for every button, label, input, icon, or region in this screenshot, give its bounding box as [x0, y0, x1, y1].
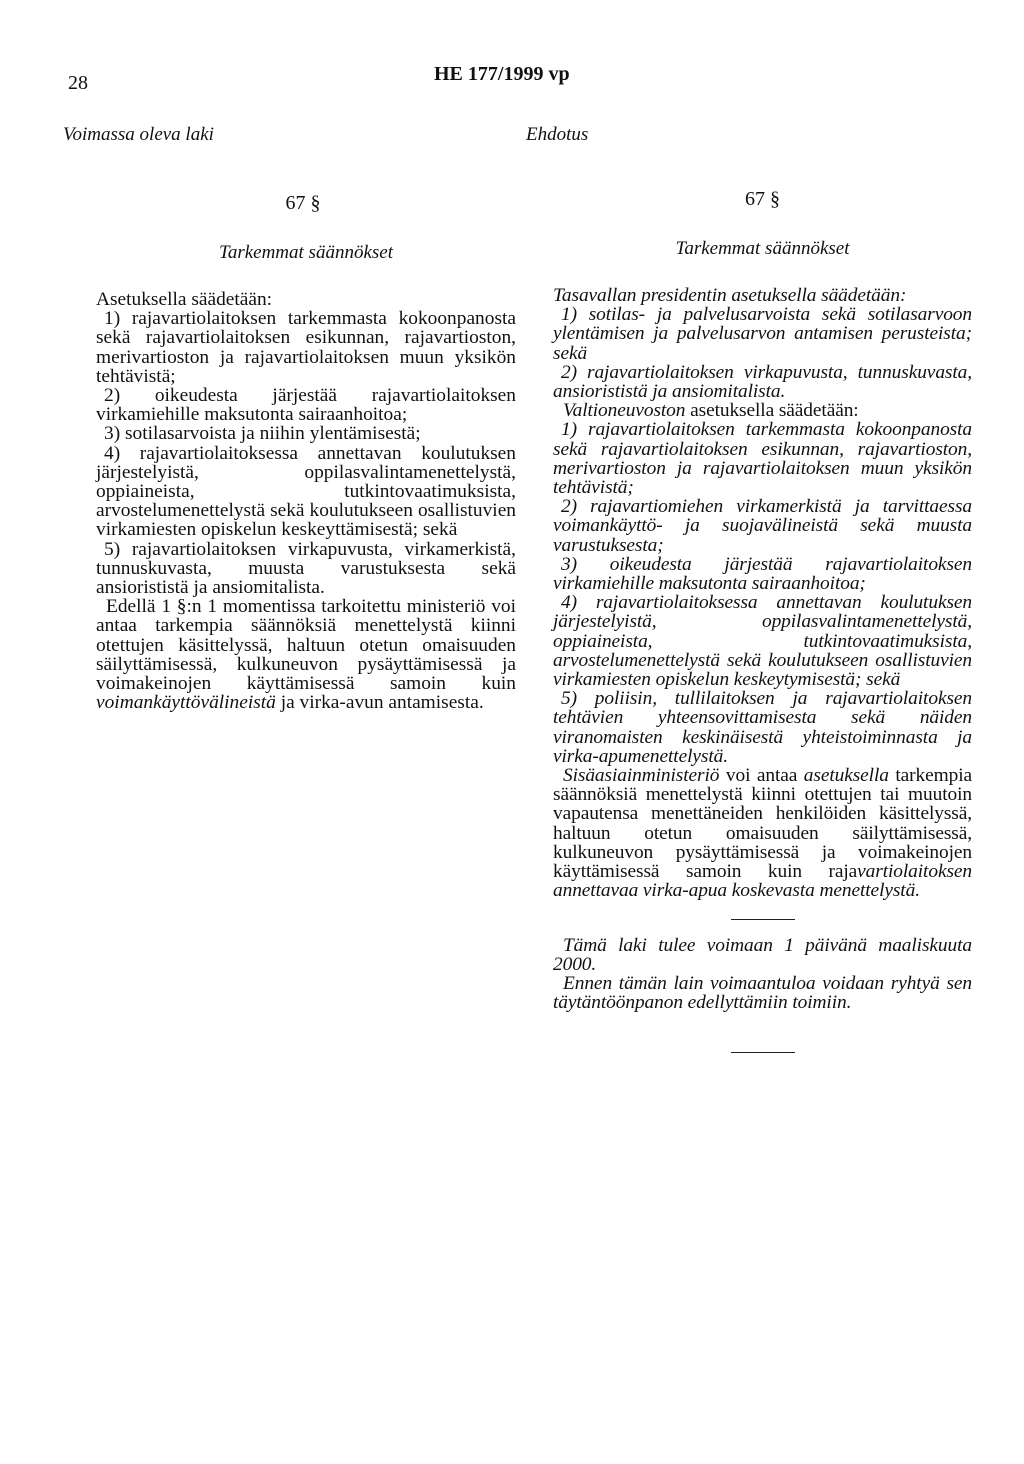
final-provision: Tämä laki tulee voimaan 1 päivänä maaliskuuta 2000. — [553, 934, 972, 975]
left-column-heading: Voimassa oleva laki — [63, 124, 214, 145]
paragraph-text: tarkempia säännöksiä menettelystä kiinni otettujen tai muutoin vapautensa menettäneiden henkilöiden käsittelyssä, haltuun otetun omaisuuden säilyttämisessä, kulkuneuvon pysäyttämisessä ja voimakeinojen käyttämisessä samoin kuin raja — [553, 765, 972, 883]
section-number: 67 § — [745, 188, 780, 210]
list-item: 1) rajavartiolaitoksen tarkemmasta kokoonpanosta sekä rajavartiolaitoksen esikunnan, rajavartioston, merivartioston ja rajavartiolaitoksen muun yksikön tehtävistä; — [553, 419, 972, 499]
list-item: 1) sotilas- ja palvelusarvoista sekä sotilasarvoon ylentämisen ja palvelusarvon antamisen perusteista; sekä — [553, 304, 972, 364]
page-number: 28 — [68, 72, 88, 94]
section-number: 67 § — [285, 192, 321, 214]
right-column-heading: Ehdotus — [526, 124, 589, 145]
intro-text: Asetuksella säädetään: — [96, 289, 273, 310]
paragraph — [553, 766, 972, 900]
list-item: 2) rajavartiomiehen virkamerkistä ja tarvittaessa voimankäyttö- ja suojavälineistä sekä muusta varustuksesta; — [553, 496, 972, 556]
list-item: 4) rajavartiolaitoksessa annettavan koulutuksen järjestelyistä, oppilasvalintamenettelystä, oppiaineista, tutkintovaatimuksista, arvostelumenettelystä sekä koulutukseen osallistuvien virkamiesten opiskelun keskeytymisestä; sekä — [553, 592, 972, 691]
document-id: HE 177/1999 vp — [434, 63, 570, 85]
intro-text-rest: asetuksella säädetään: — [685, 400, 859, 422]
paragraph-emphasis: voimankäyttövälineistä — [96, 692, 276, 714]
paragraph-emphasis: vartiolaitoksen annettavaa virka-apua koskevasta menettelystä. — [553, 861, 972, 902]
list-item: 5) poliisin, tullilaitoksen ja rajavartiolaitoksen tehtävien yhteensovittamisesta sekä näiden viranomaisten keskinäisestä yhteistoiminnasta ja virka-apumenettelystä. — [553, 688, 972, 767]
proposal-column — [553, 188, 972, 1053]
current-law-column — [96, 188, 516, 712]
paragraph — [96, 597, 516, 712]
intro-emphasis: Valtioneuvoston — [563, 400, 686, 422]
paragraph-emphasis: asetuksella — [803, 765, 889, 787]
intro-text — [553, 401, 972, 420]
list-item: 4) rajavartiolaitoksessa annettavan koulutuksen järjestelyistä, oppilasvalintamenettelystä, oppiaineista, tutkintovaatimuksista, arvostelumenettelystä sekä koulutukseen osallistuvien virkamiesten opiskelun keskeyttämisestä; sekä — [96, 442, 516, 541]
section-title: Tarkemmat säännökset — [675, 238, 850, 259]
paragraph-emphasis: Sisäasiainministeriö — [563, 765, 720, 787]
intro-text: Tasavallan presidentin asetuksella säädetään: — [553, 285, 907, 306]
list-item: 2) oikeudesta järjestää rajavartiolaitoksen virkamiehille maksutonta sairaanhoitoa; — [96, 385, 516, 426]
paragraph-text: ja virka-avun antamisesta. — [275, 692, 484, 714]
list-item: 1) rajavartiolaitoksen tarkemmasta kokoonpanosta sekä rajavartiolaitoksen esikunnan, rajavartioston, merivartioston ja rajavartiolaitoksen muun yksikön tehtävistä; — [96, 308, 516, 387]
separator-line — [731, 1052, 795, 1053]
paragraph-text: voi antaa — [719, 765, 804, 787]
list-item: 3) sotilasarvoista ja niihin ylentämisestä; — [104, 423, 421, 445]
list-item: 5) rajavartiolaitoksen virkapuvusta, virkamerkistä, tunnuskuvasta, muusta varustuksesta sekä ansiorististä ja ansiomitalista. — [96, 538, 516, 599]
paragraph-text: Edellä 1 §:n 1 momentissa tarkoitettu ministeriö voi antaa tarkempia säännöksiä menettelystä kiinni otettujen käsittelyssä, haltuun otetun omaisuuden säilyttämisessä, kulkuneuvon pysäyttämisessä ja voimakeinojen käyttämisessä samoin kuin — [96, 596, 516, 695]
list-item: 3) oikeudesta järjestää rajavartiolaitoksen virkamiehille maksutonta sairaanhoitoa; — [553, 553, 972, 595]
final-provision: Ennen tämän lain voimaantuloa voidaan ryhtyä sen täytäntöönpanon edellyttämiin toimiin. — [553, 972, 972, 1014]
section-title: Tarkemmat säännökset — [219, 242, 393, 263]
list-item: 2) rajavartiolaitoksen virkapuvusta, tunnuskuvasta, ansiorististä ja ansiomitalista. — [553, 361, 972, 403]
separator-line — [731, 919, 795, 920]
